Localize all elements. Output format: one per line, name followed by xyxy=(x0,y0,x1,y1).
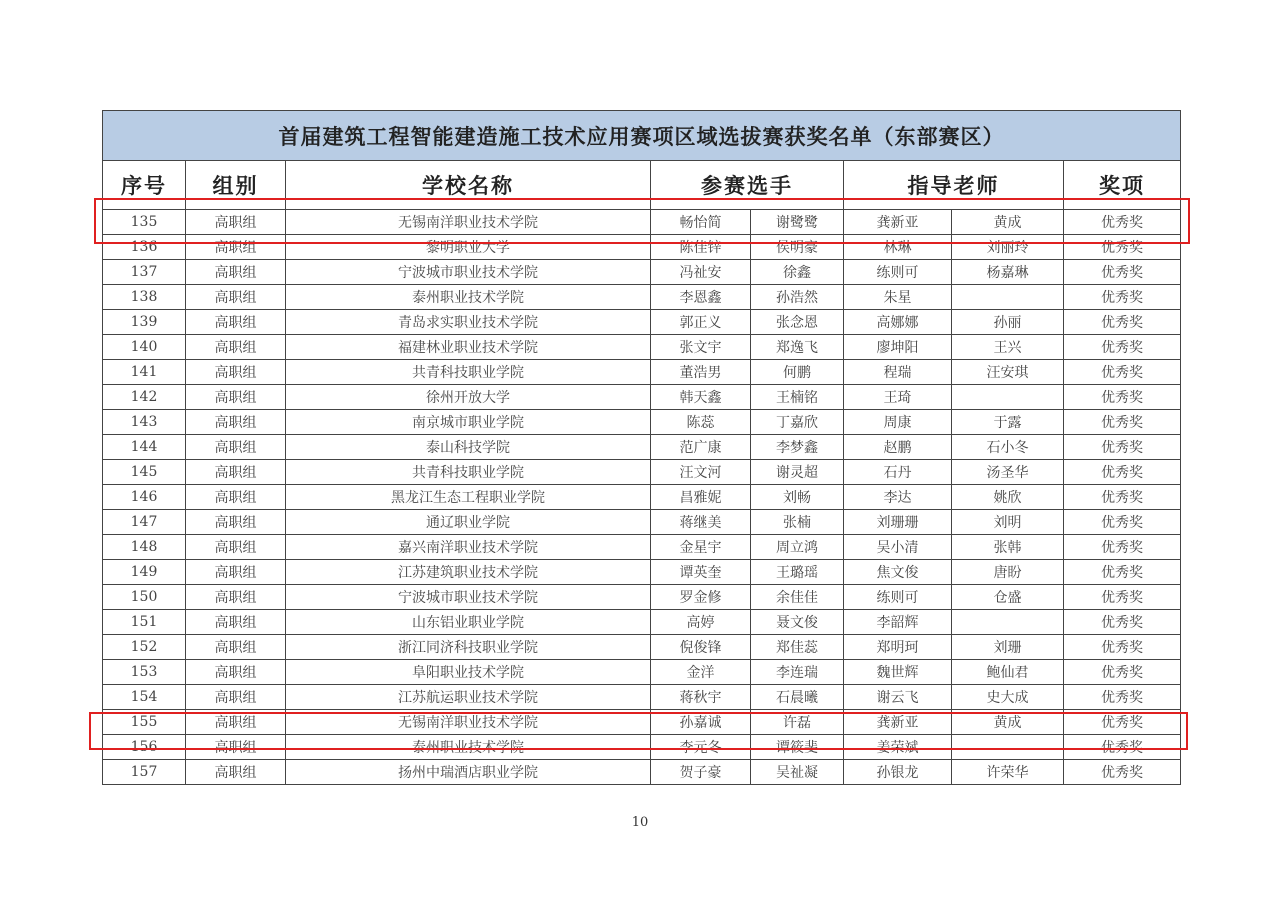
group-cell: 高职组 xyxy=(186,435,286,460)
player2-cell: 余佳佳 xyxy=(751,585,844,610)
table-row xyxy=(103,210,1181,235)
player2-cell: 王璐瑶 xyxy=(751,560,844,585)
teacher1-cell: 赵鹏 xyxy=(844,435,952,460)
school-cell: 南京城市职业学院 xyxy=(286,410,651,435)
seq-cell: 153 xyxy=(103,660,186,685)
player1-cell: 蒋秋宇 xyxy=(651,685,751,710)
school-cell: 宁波城市职业技术学院 xyxy=(286,585,651,610)
seq-cell: 157 xyxy=(103,760,186,785)
player1-cell: 蒋继美 xyxy=(651,510,751,535)
player2-cell: 侯明豪 xyxy=(751,235,844,260)
table-row xyxy=(103,660,1181,685)
table-row xyxy=(103,235,1181,260)
player1-cell: 陈佳锌 xyxy=(651,235,751,260)
teacher2-cell xyxy=(952,285,1064,310)
table-row xyxy=(103,510,1181,535)
header-row xyxy=(103,161,1181,210)
table-row xyxy=(103,385,1181,410)
group-cell: 高职组 xyxy=(186,485,286,510)
school-cell: 徐州开放大学 xyxy=(286,385,651,410)
award-cell: 优秀奖 xyxy=(1064,260,1181,285)
seq-cell: 141 xyxy=(103,360,186,385)
teacher1-cell: 郑明珂 xyxy=(844,635,952,660)
seq-cell: 140 xyxy=(103,335,186,360)
teacher2-cell xyxy=(952,385,1064,410)
table-row xyxy=(103,685,1181,710)
award-cell: 优秀奖 xyxy=(1064,360,1181,385)
player1-cell: 高婷 xyxy=(651,610,751,635)
seq-cell: 136 xyxy=(103,235,186,260)
teacher1-cell: 朱星 xyxy=(844,285,952,310)
award-cell: 优秀奖 xyxy=(1064,210,1181,235)
group-cell: 高职组 xyxy=(186,285,286,310)
seq-cell: 144 xyxy=(103,435,186,460)
player2-cell: 石晨曦 xyxy=(751,685,844,710)
player1-cell: 陈蕊 xyxy=(651,410,751,435)
player1-cell: 汪文河 xyxy=(651,460,751,485)
player2-cell: 王楠铭 xyxy=(751,385,844,410)
player1-cell: 金星宇 xyxy=(651,535,751,560)
seq-cell: 151 xyxy=(103,610,186,635)
player2-cell: 许磊 xyxy=(751,710,844,735)
header-award: 奖项 xyxy=(1064,161,1181,210)
teacher2-cell: 杨嘉琳 xyxy=(952,260,1064,285)
school-cell: 江苏建筑职业技术学院 xyxy=(286,560,651,585)
school-cell: 共青科技职业学院 xyxy=(286,460,651,485)
player2-cell: 张念恩 xyxy=(751,310,844,335)
group-cell: 高职组 xyxy=(186,585,286,610)
player1-cell: 张文宇 xyxy=(651,335,751,360)
seq-cell: 137 xyxy=(103,260,186,285)
group-cell: 高职组 xyxy=(186,610,286,635)
school-cell: 无锡南洋职业技术学院 xyxy=(286,210,651,235)
player2-cell: 谢灵超 xyxy=(751,460,844,485)
table-row xyxy=(103,360,1181,385)
school-cell: 浙江同济科技职业学院 xyxy=(286,635,651,660)
group-cell: 高职组 xyxy=(186,360,286,385)
award-cell: 优秀奖 xyxy=(1064,710,1181,735)
table-row xyxy=(103,735,1181,760)
award-cell: 优秀奖 xyxy=(1064,410,1181,435)
teacher1-cell: 刘珊珊 xyxy=(844,510,952,535)
title-row xyxy=(103,111,1181,161)
teacher1-cell: 周康 xyxy=(844,410,952,435)
award-cell: 优秀奖 xyxy=(1064,660,1181,685)
player1-cell: 孙嘉诚 xyxy=(651,710,751,735)
header-seq: 序号 xyxy=(103,161,186,210)
teacher1-cell: 龚新亚 xyxy=(844,210,952,235)
school-cell: 黑龙江生态工程职业学院 xyxy=(286,485,651,510)
teacher1-cell: 练则可 xyxy=(844,260,952,285)
group-cell: 高职组 xyxy=(186,310,286,335)
group-cell: 高职组 xyxy=(186,460,286,485)
player2-cell: 张楠 xyxy=(751,510,844,535)
player1-cell: 董浩男 xyxy=(651,360,751,385)
group-cell: 高职组 xyxy=(186,660,286,685)
teacher1-cell: 吴小清 xyxy=(844,535,952,560)
award-cell: 优秀奖 xyxy=(1064,610,1181,635)
seq-cell: 139 xyxy=(103,310,186,335)
seq-cell: 143 xyxy=(103,410,186,435)
teacher2-cell: 鲍仙君 xyxy=(952,660,1064,685)
group-cell: 高职组 xyxy=(186,210,286,235)
seq-cell: 145 xyxy=(103,460,186,485)
seq-cell: 152 xyxy=(103,635,186,660)
teacher1-cell: 高娜娜 xyxy=(844,310,952,335)
player2-cell: 李梦鑫 xyxy=(751,435,844,460)
teacher2-cell: 刘丽玲 xyxy=(952,235,1064,260)
player1-cell: 贺子豪 xyxy=(651,760,751,785)
player2-cell: 何鹏 xyxy=(751,360,844,385)
teacher2-cell: 史大成 xyxy=(952,685,1064,710)
player2-cell: 孙浩然 xyxy=(751,285,844,310)
player2-cell: 吴祉凝 xyxy=(751,760,844,785)
group-cell: 高职组 xyxy=(186,235,286,260)
school-cell: 福建林业职业技术学院 xyxy=(286,335,651,360)
seq-cell: 147 xyxy=(103,510,186,535)
player1-cell: 金洋 xyxy=(651,660,751,685)
player1-cell: 郭正义 xyxy=(651,310,751,335)
group-cell: 高职组 xyxy=(186,710,286,735)
school-cell: 泰州职业技术学院 xyxy=(286,285,651,310)
player1-cell: 罗金修 xyxy=(651,585,751,610)
school-cell: 青岛求实职业技术学院 xyxy=(286,310,651,335)
player1-cell: 冯祉安 xyxy=(651,260,751,285)
seq-cell: 149 xyxy=(103,560,186,585)
table-row xyxy=(103,260,1181,285)
teacher2-cell: 仓盛 xyxy=(952,585,1064,610)
teacher2-cell: 张韩 xyxy=(952,535,1064,560)
seq-cell: 148 xyxy=(103,535,186,560)
table-row xyxy=(103,310,1181,335)
teacher2-cell: 黄成 xyxy=(952,710,1064,735)
teacher2-cell: 许荣华 xyxy=(952,760,1064,785)
player2-cell: 周立鸿 xyxy=(751,535,844,560)
player1-cell: 李元冬 xyxy=(651,735,751,760)
header-players: 参赛选手 xyxy=(651,161,844,210)
player1-cell: 畅怡简 xyxy=(651,210,751,235)
school-cell: 嘉兴南洋职业技术学院 xyxy=(286,535,651,560)
teacher2-cell: 刘明 xyxy=(952,510,1064,535)
award-cell: 优秀奖 xyxy=(1064,310,1181,335)
group-cell: 高职组 xyxy=(186,335,286,360)
school-cell: 阜阳职业技术学院 xyxy=(286,660,651,685)
table-row xyxy=(103,285,1181,310)
school-cell: 通辽职业学院 xyxy=(286,510,651,535)
school-cell: 山东铝业职业学院 xyxy=(286,610,651,635)
player2-cell: 徐鑫 xyxy=(751,260,844,285)
player1-cell: 倪俊锋 xyxy=(651,635,751,660)
teacher2-cell: 王兴 xyxy=(952,335,1064,360)
header-teachers: 指导老师 xyxy=(844,161,1064,210)
teacher2-cell xyxy=(952,610,1064,635)
player2-cell: 谢鹭鹭 xyxy=(751,210,844,235)
teacher1-cell: 孙银龙 xyxy=(844,760,952,785)
teacher2-cell: 姚欣 xyxy=(952,485,1064,510)
teacher2-cell: 石小冬 xyxy=(952,435,1064,460)
school-cell: 江苏航运职业技术学院 xyxy=(286,685,651,710)
award-cell: 优秀奖 xyxy=(1064,235,1181,260)
header-group: 组别 xyxy=(186,161,286,210)
school-cell: 共青科技职业学院 xyxy=(286,360,651,385)
table-row xyxy=(103,535,1181,560)
group-cell: 高职组 xyxy=(186,735,286,760)
school-cell: 无锡南洋职业技术学院 xyxy=(286,710,651,735)
seq-cell: 155 xyxy=(103,710,186,735)
award-cell: 优秀奖 xyxy=(1064,635,1181,660)
group-cell: 高职组 xyxy=(186,385,286,410)
award-cell: 优秀奖 xyxy=(1064,435,1181,460)
teacher1-cell: 石丹 xyxy=(844,460,952,485)
award-cell: 优秀奖 xyxy=(1064,585,1181,610)
table-row xyxy=(103,460,1181,485)
table-row xyxy=(103,760,1181,785)
school-cell: 宁波城市职业技术学院 xyxy=(286,260,651,285)
teacher2-cell: 唐盼 xyxy=(952,560,1064,585)
player2-cell: 聂文俊 xyxy=(751,610,844,635)
award-cell: 优秀奖 xyxy=(1064,535,1181,560)
group-cell: 高职组 xyxy=(186,410,286,435)
teacher1-cell: 焦文俊 xyxy=(844,560,952,585)
player2-cell: 丁嘉欣 xyxy=(751,410,844,435)
group-cell: 高职组 xyxy=(186,685,286,710)
school-cell: 扬州中瑞酒店职业学院 xyxy=(286,760,651,785)
seq-cell: 135 xyxy=(103,210,186,235)
teacher2-cell: 汪安琪 xyxy=(952,360,1064,385)
table-row xyxy=(103,335,1181,360)
table-row xyxy=(103,610,1181,635)
player2-cell: 李连瑞 xyxy=(751,660,844,685)
group-cell: 高职组 xyxy=(186,635,286,660)
group-cell: 高职组 xyxy=(186,760,286,785)
player2-cell: 郑逸飞 xyxy=(751,335,844,360)
teacher2-cell: 汤圣华 xyxy=(952,460,1064,485)
award-cell: 优秀奖 xyxy=(1064,460,1181,485)
group-cell: 高职组 xyxy=(186,560,286,585)
seq-cell: 156 xyxy=(103,735,186,760)
group-cell: 高职组 xyxy=(186,535,286,560)
table-row xyxy=(103,585,1181,610)
award-cell: 优秀奖 xyxy=(1064,510,1181,535)
player1-cell: 李恩鑫 xyxy=(651,285,751,310)
teacher2-cell: 于露 xyxy=(952,410,1064,435)
teacher1-cell: 程瑞 xyxy=(844,360,952,385)
header-school: 学校名称 xyxy=(286,161,651,210)
award-table xyxy=(102,110,1181,785)
award-cell: 优秀奖 xyxy=(1064,735,1181,760)
group-cell: 高职组 xyxy=(186,510,286,535)
award-cell: 优秀奖 xyxy=(1064,760,1181,785)
player1-cell: 范广康 xyxy=(651,435,751,460)
teacher1-cell: 姜荣斌 xyxy=(844,735,952,760)
player2-cell: 刘畅 xyxy=(751,485,844,510)
award-cell: 优秀奖 xyxy=(1064,335,1181,360)
player2-cell: 谭筱斐 xyxy=(751,735,844,760)
teacher1-cell: 林琳 xyxy=(844,235,952,260)
table-row xyxy=(103,435,1181,460)
award-list-sheet xyxy=(102,110,1180,785)
player1-cell: 韩天鑫 xyxy=(651,385,751,410)
school-cell: 黎明职业大学 xyxy=(286,235,651,260)
teacher2-cell xyxy=(952,735,1064,760)
teacher2-cell: 黄成 xyxy=(952,210,1064,235)
teacher1-cell: 谢云飞 xyxy=(844,685,952,710)
group-cell: 高职组 xyxy=(186,260,286,285)
teacher2-cell: 刘珊 xyxy=(952,635,1064,660)
teacher1-cell: 李韶辉 xyxy=(844,610,952,635)
table-row xyxy=(103,560,1181,585)
school-cell: 泰山科技学院 xyxy=(286,435,651,460)
seq-cell: 142 xyxy=(103,385,186,410)
award-cell: 优秀奖 xyxy=(1064,685,1181,710)
player2-cell: 郑佳蕊 xyxy=(751,635,844,660)
page-number: 10 xyxy=(631,815,649,830)
teacher1-cell: 练则可 xyxy=(844,585,952,610)
seq-cell: 146 xyxy=(103,485,186,510)
player1-cell: 谭英奎 xyxy=(651,560,751,585)
seq-cell: 154 xyxy=(103,685,186,710)
teacher1-cell: 龚新亚 xyxy=(844,710,952,735)
table-row xyxy=(103,410,1181,435)
school-cell: 泰州职业技术学院 xyxy=(286,735,651,760)
teacher1-cell: 李达 xyxy=(844,485,952,510)
table-row xyxy=(103,710,1181,735)
seq-cell: 150 xyxy=(103,585,186,610)
award-cell: 优秀奖 xyxy=(1064,485,1181,510)
teacher1-cell: 魏世辉 xyxy=(844,660,952,685)
teacher1-cell: 王琦 xyxy=(844,385,952,410)
award-cell: 优秀奖 xyxy=(1064,560,1181,585)
teacher1-cell: 廖坤阳 xyxy=(844,335,952,360)
table-title: 首届建筑工程智能建造施工技术应用赛项区域选拔赛获奖名单（东部赛区） xyxy=(103,111,1181,161)
teacher2-cell: 孙丽 xyxy=(952,310,1064,335)
table-row xyxy=(103,485,1181,510)
table-row xyxy=(103,635,1181,660)
seq-cell: 138 xyxy=(103,285,186,310)
player1-cell: 昌雅妮 xyxy=(651,485,751,510)
award-cell: 优秀奖 xyxy=(1064,385,1181,410)
award-cell: 优秀奖 xyxy=(1064,285,1181,310)
